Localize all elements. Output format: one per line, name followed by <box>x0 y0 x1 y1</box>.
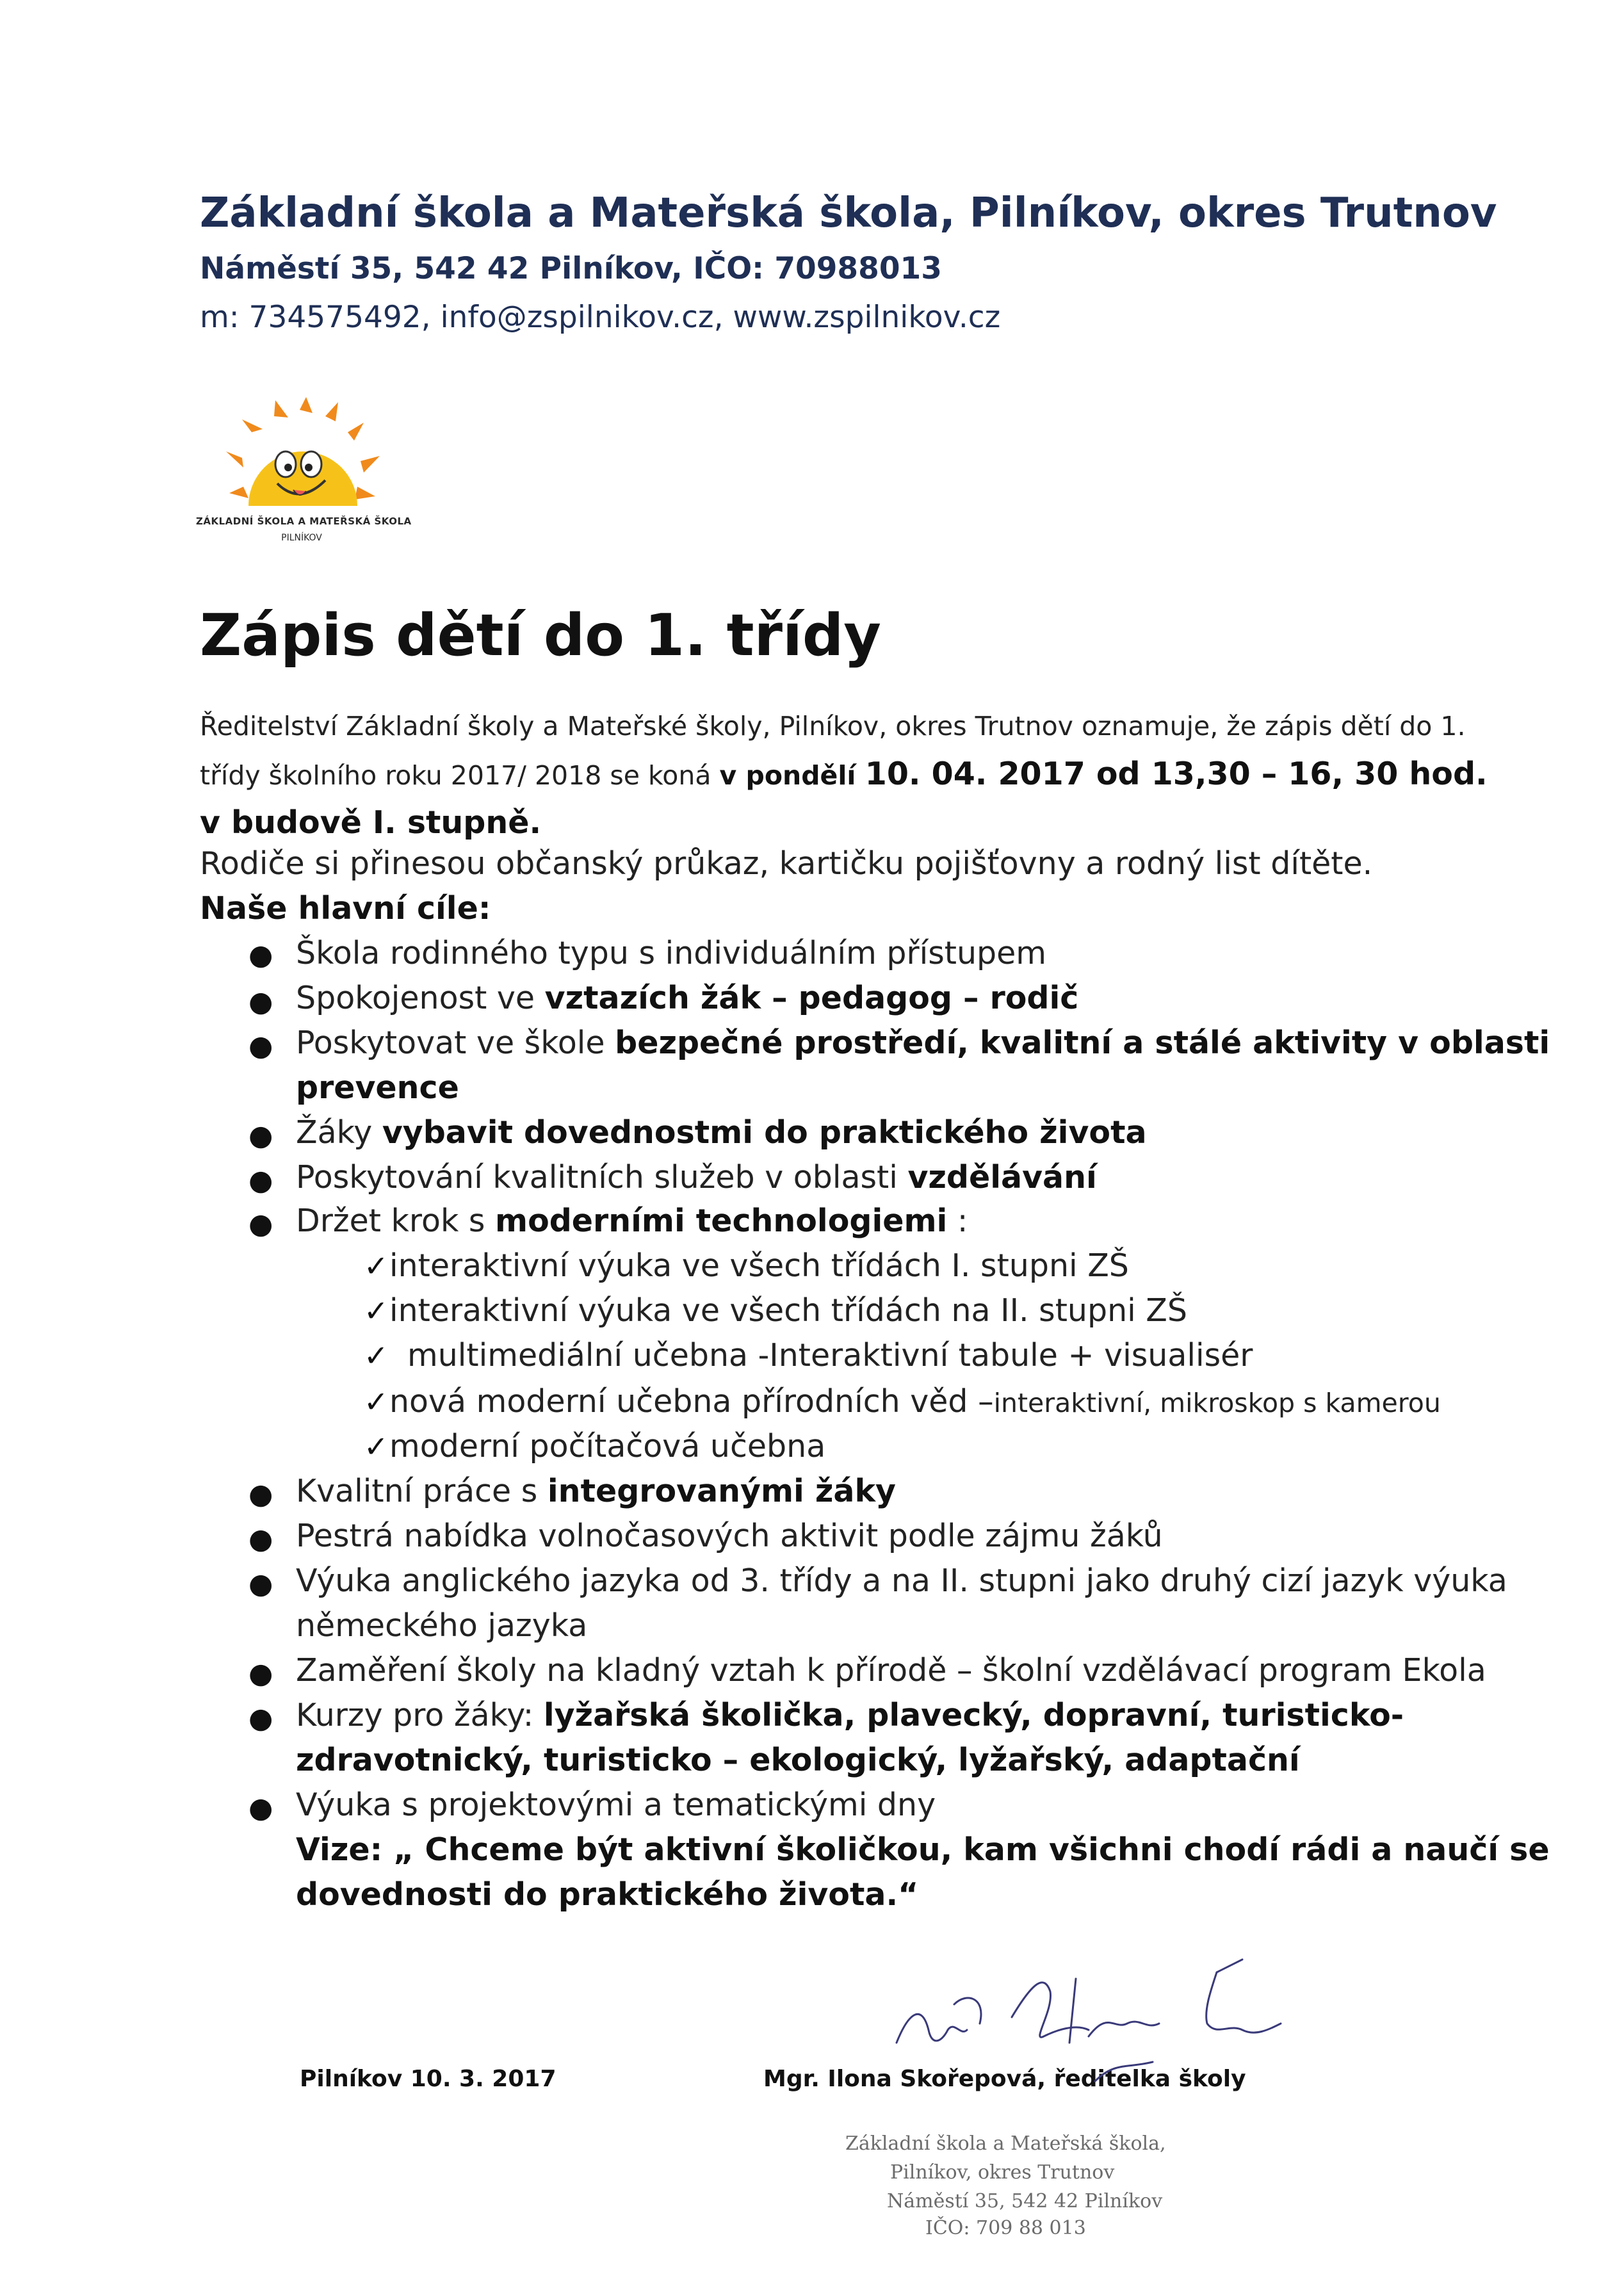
bullet-icon: ● <box>248 1119 273 1152</box>
goal-7 <box>296 1473 896 1509</box>
stamp-line-1: Základní škola a Mateřská škola, <box>845 2132 1166 2155</box>
goal-3-emphasis: bezpečné prostředí, kvalitní a stálé aktivity v oblasti <box>615 1025 1550 1061</box>
stamp-line-4: IČO: 709 88 013 <box>925 2217 1086 2239</box>
intro-documents: Rodiče si přinesou občanský průkaz, kartičku pojišťovny a rodný list dítěte. <box>200 845 1373 882</box>
goal-4-text: Žáky <box>296 1114 382 1151</box>
bullet-icon: ● <box>248 1702 273 1735</box>
stamp-line-3: Náměstí 35, 542 42 Pilníkov <box>887 2190 1163 2212</box>
signatory-name: Mgr. Ilona Skořepová, ředitelka školy <box>763 2066 1246 2092</box>
checkmark-icon: ✓ <box>364 1384 389 1419</box>
goals-heading: Naše hlavní cíle: <box>200 890 491 927</box>
goal-6 <box>296 1203 968 1239</box>
logo-caption: ZÁKLADNÍ ŠKOLA A MATEŘSKÁ ŠKOLA <box>196 515 412 527</box>
school-name: Základní škola a Mateřská škola, Pilníkov, okres Trutnov <box>200 190 1497 237</box>
bullet-icon: ● <box>248 1030 273 1062</box>
goal-2 <box>296 980 1078 1016</box>
bullet-icon: ● <box>248 1478 273 1511</box>
vision-line-2: dovednosti do praktického života.“ <box>296 1876 919 1913</box>
goal-8: Pestrá nabídka volnočasových aktivit podle zájmu žáků <box>296 1518 1163 1554</box>
handwritten-signature <box>884 1934 1345 2139</box>
checkmark-icon: ✓ <box>364 1338 389 1373</box>
goal-9-continued: německého jazyka <box>296 1607 588 1644</box>
intro-location: v budově I. stupně. <box>200 804 542 841</box>
goal-3-continued <box>296 1069 459 1106</box>
goal-5-emphasis: vzdělávání <box>907 1159 1097 1196</box>
school-contact: m: 734575492, info@zspilnikov.cz, www.zspilnikov.cz <box>200 300 1001 335</box>
goal-11 <box>296 1697 1404 1733</box>
goal-4-emphasis: vybavit dovednostmi do praktického života <box>382 1114 1147 1151</box>
bullet-icon: ● <box>248 1657 273 1690</box>
goal-3-emphasis-2: prevence <box>296 1069 459 1106</box>
goal-1: Škola rodinného typu s individuálním přístupem <box>296 935 1047 971</box>
bullet-icon: ● <box>248 1568 273 1600</box>
tech-item-4 <box>389 1383 1441 1420</box>
bullet-icon: ● <box>248 939 273 971</box>
intro-day: v pondělí <box>719 760 865 791</box>
intro-date-time: 10. 04. 2017 od 13,30 – 16, 30 hod. <box>865 756 1488 792</box>
goal-11-continued <box>296 1742 1300 1778</box>
intro-line-2 <box>200 756 1488 792</box>
logo-caption-town: PILNÍKOV <box>281 533 322 543</box>
checkmark-icon: ✓ <box>364 1249 389 1283</box>
goal-5 <box>296 1159 1097 1196</box>
intro-line-1: Ředitelství Základní školy a Mateřské školy, Pilníkov, okres Trutnov oznamuje, že zápis dětí do 1. <box>200 711 1466 742</box>
goal-3 <box>296 1025 1550 1061</box>
bullet-icon: ● <box>248 986 273 1018</box>
goal-6-text: Držet krok s <box>296 1203 496 1239</box>
tech-item-4-detail: interaktivní, mikroskop s kamerou <box>993 1388 1441 1418</box>
tech-item-1: interaktivní výuka ve všech třídách I. stupni ZŠ <box>389 1247 1129 1284</box>
goal-2-emphasis: vztazích žák – pedagog – rodič <box>544 980 1079 1016</box>
goal-11-emphasis-2: zdravotnický, turisticko – ekologický, lyžařský, adaptační <box>296 1742 1300 1778</box>
goal-12: Výuka s projektovými a tematickými dny <box>296 1787 936 1823</box>
tech-item-5: moderní počítačová učebna <box>389 1428 826 1465</box>
goal-11-emphasis: lyžařská školička, plavecký, dopravní, turisticko- <box>543 1697 1404 1733</box>
bullet-icon: ● <box>248 1523 273 1555</box>
tech-item-4-main: nová moderní učebna přírodních věd – <box>389 1383 994 1420</box>
checkmark-icon: ✓ <box>364 1429 389 1464</box>
vision-line-1: Vize: „ Chceme být aktivní školičkou, kam všichni chodí rádi a naučí se <box>296 1831 1550 1868</box>
goal-10: Zaměření školy na kladný vztah k přírodě – školní vzdělávací program Ekola <box>296 1652 1486 1689</box>
goal-7-text: Kvalitní práce s <box>296 1473 548 1509</box>
goal-4 <box>296 1114 1147 1151</box>
school-address: Náměstí 35, 542 42 Pilníkov, IČO: 70988013 <box>200 251 942 286</box>
goal-7-emphasis: integrovanými žáky <box>547 1473 896 1509</box>
bullet-icon: ● <box>248 1208 273 1240</box>
goal-6-emphasis: moderními technologiemi <box>495 1203 948 1239</box>
page-title: Zápis dětí do 1. třídy <box>200 602 881 669</box>
goal-3-text: Poskytovat ve škole <box>296 1025 615 1061</box>
goal-11-text: Kurzy pro žáky: <box>296 1697 544 1733</box>
tech-item-3: multimediální učebna -Interaktivní tabule + visualisér <box>407 1337 1253 1374</box>
goal-2-text: Spokojenost ve <box>296 980 545 1016</box>
goal-5-text: Poskytování kvalitních služeb v oblasti <box>296 1159 908 1196</box>
intro-line-2-prefix: třídy školního roku 2017/ 2018 se koná <box>200 760 720 791</box>
bullet-icon: ● <box>248 1164 273 1197</box>
goal-6-colon: : <box>947 1203 968 1239</box>
place-and-date: Pilníkov 10. 3. 2017 <box>300 2066 556 2092</box>
tech-item-2: interaktivní výuka ve všech třídách na II. stupni ZŠ <box>389 1292 1187 1329</box>
checkmark-icon: ✓ <box>364 1294 389 1328</box>
goal-9: Výuka anglického jazyka od 3. třídy a na II. stupni jako druhý cizí jazyk výuka <box>296 1562 1507 1599</box>
bullet-icon: ● <box>248 1792 273 1824</box>
stamp-line-2: Pilníkov, okres Trutnov <box>890 2161 1115 2184</box>
